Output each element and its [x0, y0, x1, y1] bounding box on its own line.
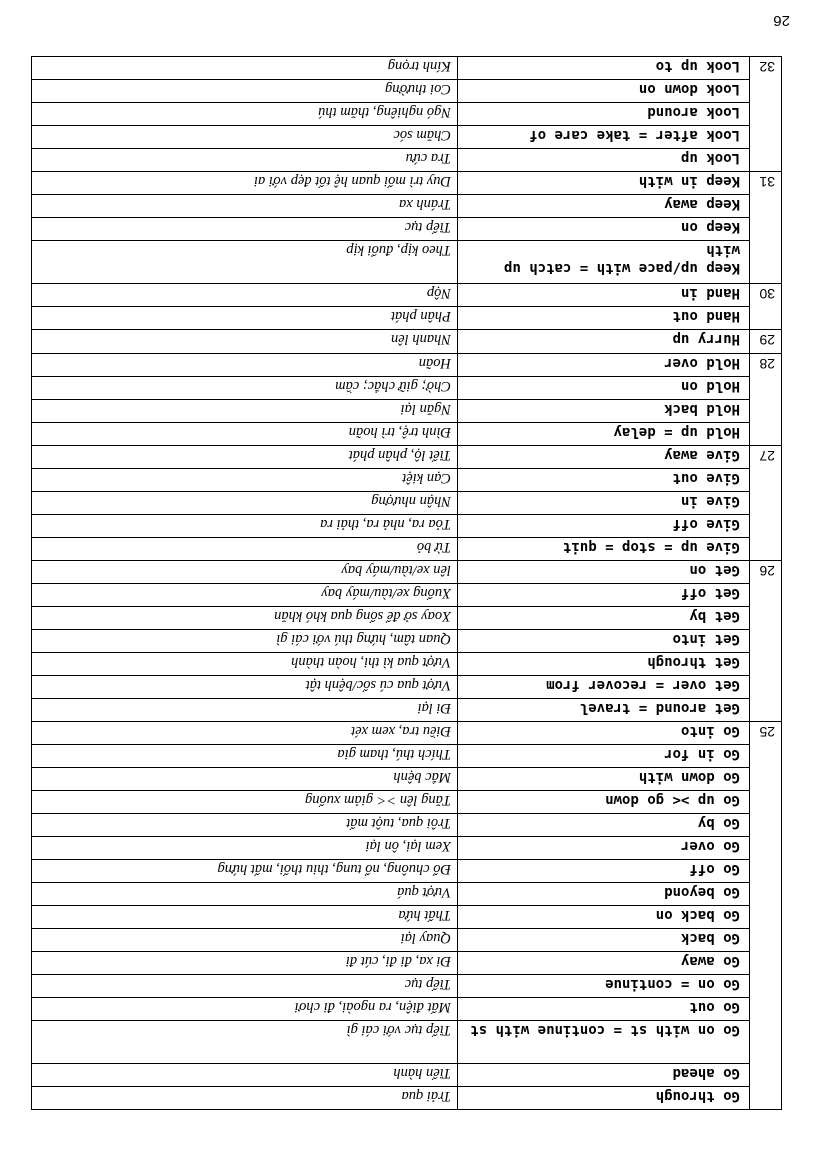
group-number: 30 — [750, 284, 782, 330]
phrasal-verb: Give out — [458, 469, 750, 492]
meaning: Tiến hành — [32, 1064, 458, 1087]
table-row — [32, 126, 782, 149]
phrasal-verb: Hold over — [458, 354, 750, 377]
table-row — [32, 103, 782, 126]
meaning: Tra cứu — [32, 149, 458, 172]
table-row — [32, 860, 782, 883]
table-row — [32, 515, 782, 538]
phrasal-verb: Go off — [458, 860, 750, 883]
group-number: 32 — [750, 57, 782, 172]
table-row — [32, 653, 782, 676]
meaning: Nộp — [32, 284, 458, 307]
phrasal-verb: Keep away — [458, 195, 750, 218]
table-row — [32, 377, 782, 400]
meaning: Tiếp tục với cái gì — [32, 1021, 458, 1064]
table-row — [32, 446, 782, 469]
phrasal-verb: Hold back — [458, 400, 750, 423]
phrasal-verb: Go out — [458, 998, 750, 1021]
table-row — [32, 745, 782, 768]
meaning: Vượt qua kì thi, hoàn thành — [32, 653, 458, 676]
table-row — [32, 149, 782, 172]
phrasal-verb: Hold on — [458, 377, 750, 400]
table-row — [32, 722, 782, 745]
phrasal-verb: Look up — [458, 149, 750, 172]
table-row — [32, 906, 782, 929]
phrasal-verb: Go beyond — [458, 883, 750, 906]
phrasal-verb: Get off — [458, 584, 750, 607]
phrasal-verb: Get over = recover from — [458, 676, 750, 699]
table-row — [32, 218, 782, 241]
meaning: Tiết lộ, phân phát — [32, 446, 458, 469]
phrasal-verb: Keep up/pace with = catch up with — [458, 241, 750, 284]
meaning: Tiếp tục — [32, 218, 458, 241]
meaning: lên xe/tàu/máy bay — [32, 561, 458, 584]
phrasal-verb: Go on with st = continue with st — [458, 1021, 750, 1064]
meaning: Đổ chuông, nổ tung, thiu thối, mất hứng — [32, 860, 458, 883]
table-row — [32, 330, 782, 354]
phrasal-verb: Go through — [458, 1087, 750, 1110]
meaning: Đi lại — [32, 699, 458, 722]
meaning: Quay lại — [32, 929, 458, 952]
meaning: Xuống xe/tàu/máy bay — [32, 584, 458, 607]
meaning: Tránh xa — [32, 195, 458, 218]
meaning: Kính trọng — [32, 57, 458, 80]
table-row — [32, 630, 782, 653]
table-row — [32, 768, 782, 791]
phrasal-verb: Go ahead — [458, 1064, 750, 1087]
group-number: 26 — [750, 561, 782, 722]
phrasal-verb: Keep on — [458, 218, 750, 241]
table-row — [32, 80, 782, 103]
phrasal-verb: Go into — [458, 722, 750, 745]
table-row — [32, 469, 782, 492]
phrasal-verb: Get on — [458, 561, 750, 584]
page-number: 26 — [773, 12, 790, 29]
phrasal-verb: Go in for — [458, 745, 750, 768]
phrasal-verb: Hand out — [458, 307, 750, 330]
table-row — [32, 998, 782, 1021]
table-row — [32, 423, 782, 446]
meaning: Điều tra, xem xét — [32, 722, 458, 745]
group-number: 27 — [750, 446, 782, 561]
meaning: Mất điện, ra ngoài, đi chơi — [32, 998, 458, 1021]
table-row — [32, 172, 782, 195]
phrasal-verb: Hold up = delay — [458, 423, 750, 446]
meaning: Trải qua — [32, 1087, 458, 1110]
table-row — [32, 883, 782, 906]
meaning: Phân phát — [32, 307, 458, 330]
phrasal-verb: Get by — [458, 607, 750, 630]
table-row — [32, 241, 782, 284]
meaning: Chờ; giữ chắc; cầm — [32, 377, 458, 400]
meaning: Tăng lên >< giảm xuống — [32, 791, 458, 814]
meaning: Tỏa ra, nhả ra, thải ra — [32, 515, 458, 538]
phrasal-verb: Go by — [458, 814, 750, 837]
phrasal-verb: Give up = stop = quit — [458, 538, 750, 561]
table-row — [32, 561, 782, 584]
meaning: Cạn kiệt — [32, 469, 458, 492]
meaning: Vượt quá — [32, 883, 458, 906]
meaning: Từ bỏ — [32, 538, 458, 561]
table-row — [32, 699, 782, 722]
meaning: Chăm sóc — [32, 126, 458, 149]
meaning: Nhanh lên — [32, 330, 458, 354]
table-row — [32, 837, 782, 860]
phrasal-verb: Go over — [458, 837, 750, 860]
table-row — [32, 929, 782, 952]
meaning: Quan tâm, hứng thú với cái gì — [32, 630, 458, 653]
phrasal-verb: Go on = continue — [458, 975, 750, 998]
table-row — [32, 354, 782, 377]
group-number: 29 — [750, 330, 782, 354]
phrasal-verb: Look after = take care of — [458, 126, 750, 149]
table-row — [32, 1087, 782, 1110]
phrasal-verb: Give away — [458, 446, 750, 469]
table-row — [32, 1064, 782, 1087]
table-row — [32, 492, 782, 515]
table-row — [32, 975, 782, 998]
meaning: Theo kịp, đuổi kịp — [32, 241, 458, 284]
meaning: Mắc bệnh — [32, 768, 458, 791]
meaning: Duy trì mối quan hệ tốt đẹp với ai — [32, 172, 458, 195]
table-row — [32, 400, 782, 423]
table-row — [32, 284, 782, 307]
meaning: Ngăn lại — [32, 400, 458, 423]
meaning: Coi thường — [32, 80, 458, 103]
table-row — [32, 791, 782, 814]
meaning: Xem lại, ôn lại — [32, 837, 458, 860]
phrasal-verb: Give in — [458, 492, 750, 515]
table-row — [32, 607, 782, 630]
phrasal-verb-table — [31, 56, 782, 1110]
phrasal-verb: Hurry up — [458, 330, 750, 354]
table-row — [32, 676, 782, 699]
meaning: Hoãn — [32, 354, 458, 377]
table-body — [32, 57, 782, 1110]
phrasal-verb: Look up to — [458, 57, 750, 80]
phrasal-verb: Get around = travel — [458, 699, 750, 722]
meaning: Trôi qua, tuột mất — [32, 814, 458, 837]
table-row — [32, 307, 782, 330]
phrasal-verb: Go back on — [458, 906, 750, 929]
table-row — [32, 538, 782, 561]
table-row — [32, 57, 782, 80]
phrasal-verb: Give off — [458, 515, 750, 538]
meaning: Nhận nhượng — [32, 492, 458, 515]
phrasal-verb: Hand in — [458, 284, 750, 307]
table-row — [32, 814, 782, 837]
meaning: Xoay sở để sống qua khó khăn — [32, 607, 458, 630]
group-number: 31 — [750, 172, 782, 284]
meaning: Tiếp tục — [32, 975, 458, 998]
meaning: Vượt qua cú sốc/bệnh tật — [32, 676, 458, 699]
table-row — [32, 1021, 782, 1064]
table-row — [32, 952, 782, 975]
phrasal-verb: Go up >< go down — [458, 791, 750, 814]
meaning: Thất hứa — [32, 906, 458, 929]
phrasal-verb: Get into — [458, 630, 750, 653]
group-number: 25 — [750, 722, 782, 1110]
table-row — [32, 195, 782, 218]
table-row — [32, 584, 782, 607]
phrasal-verb: Go down with — [458, 768, 750, 791]
phrasal-verb: Keep in with — [458, 172, 750, 195]
phrasal-verb: Get through — [458, 653, 750, 676]
meaning: Đình trệ, trì hoãn — [32, 423, 458, 446]
meaning: Ngó nghiêng, thăm thú — [32, 103, 458, 126]
meaning: Thích thú, tham gia — [32, 745, 458, 768]
group-number: 28 — [750, 354, 782, 446]
phrasal-verb: Look down on — [458, 80, 750, 103]
phrasal-verb: Go away — [458, 952, 750, 975]
meaning: Đi xa, đi đi, cút đi — [32, 952, 458, 975]
phrasal-verb: Look around — [458, 103, 750, 126]
phrasal-verb: Go back — [458, 929, 750, 952]
